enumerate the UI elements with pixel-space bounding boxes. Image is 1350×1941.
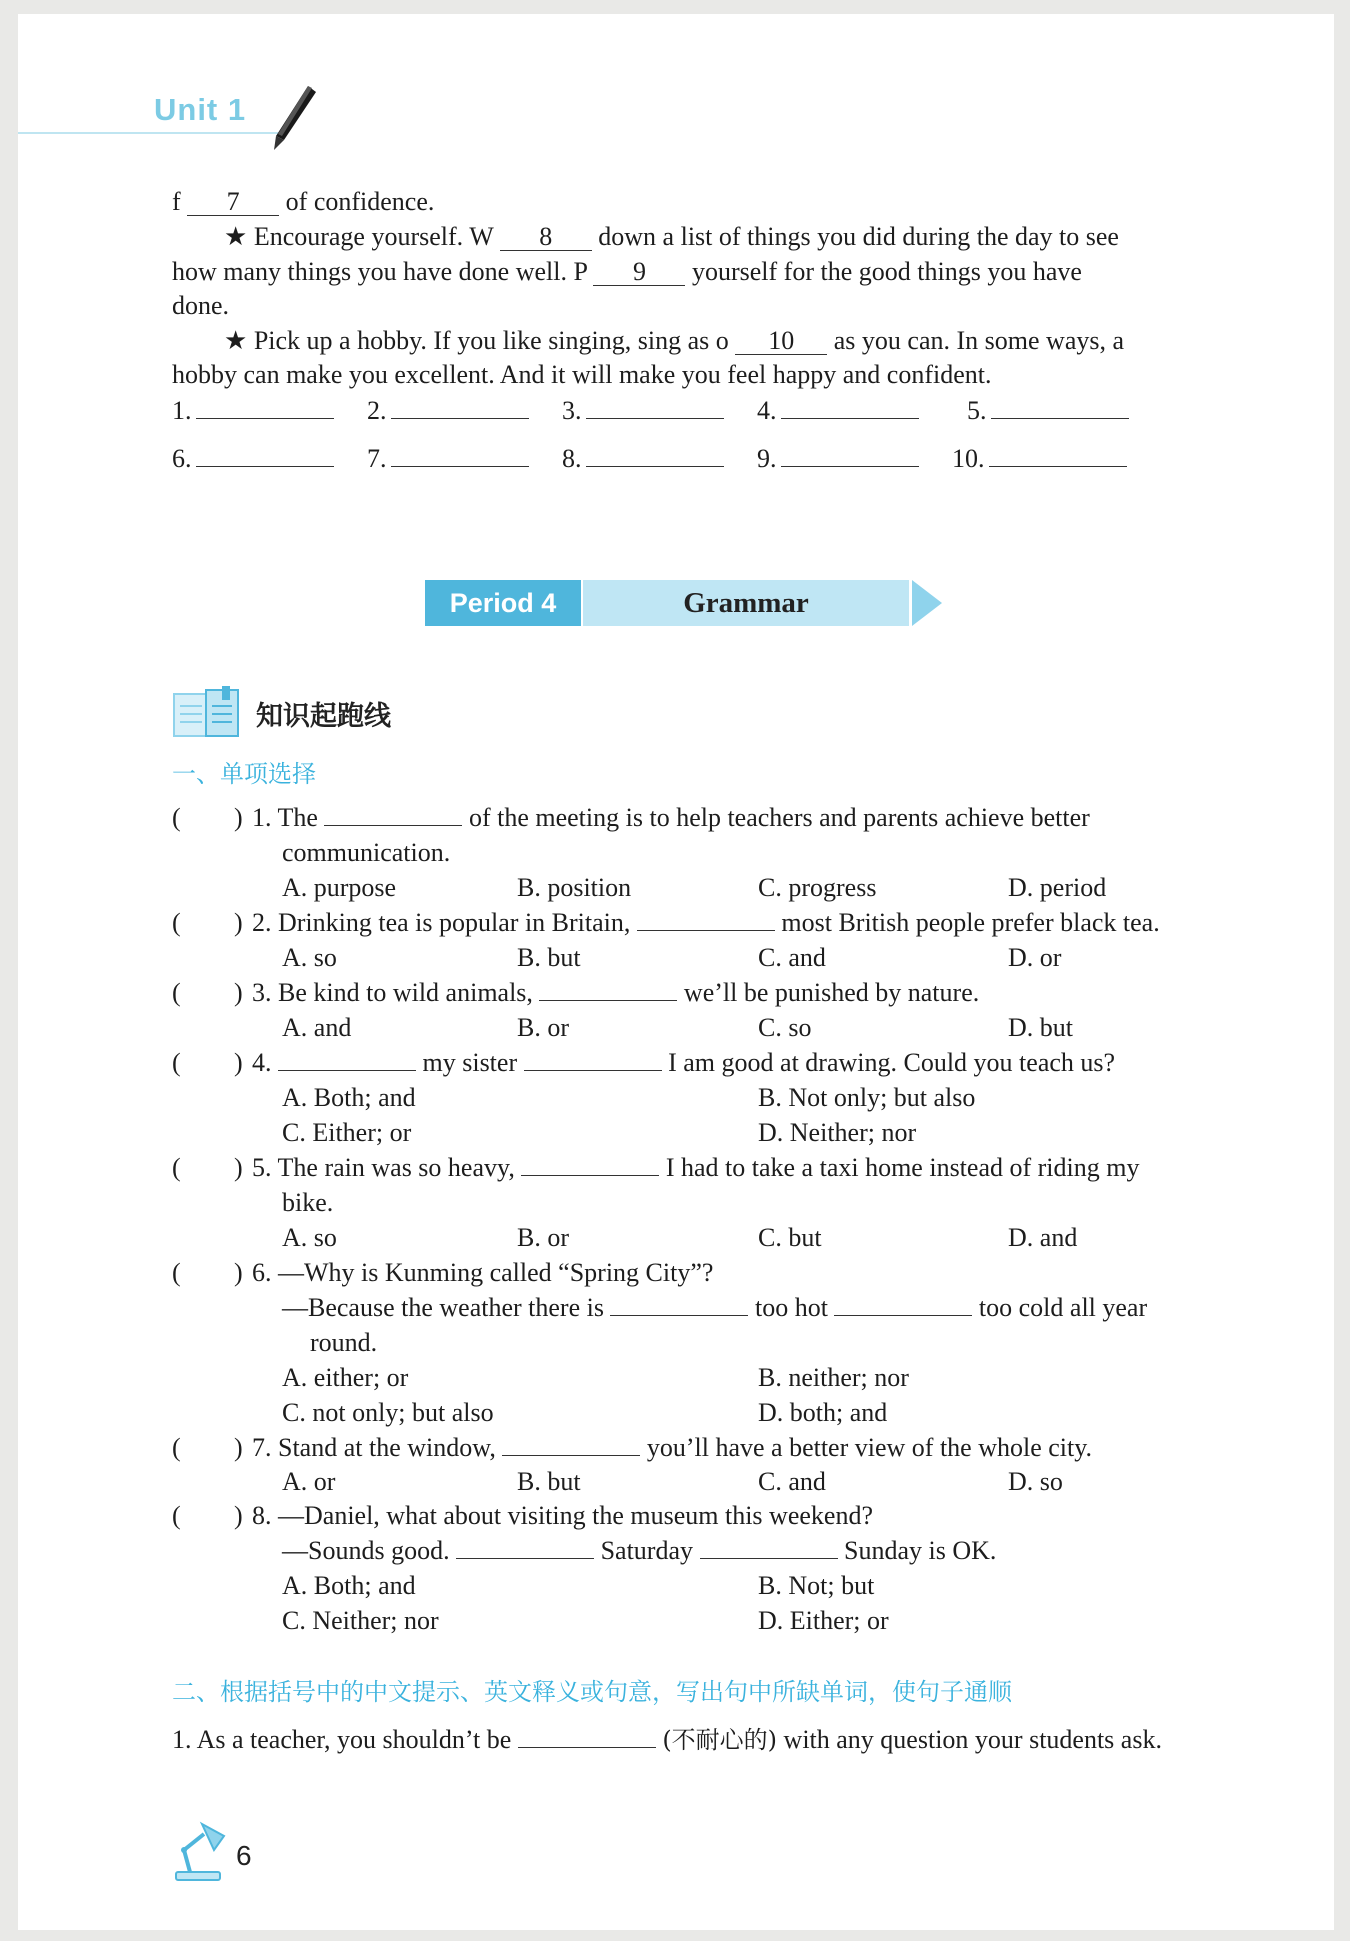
option-a[interactable]: A. Both; and bbox=[282, 1083, 416, 1112]
unit-title: Unit 1 bbox=[154, 92, 247, 127]
text: Pick up a hobby. If you like singing, sing as o bbox=[253, 326, 729, 355]
question-number: 5. bbox=[252, 1153, 272, 1182]
option-a[interactable]: A. and bbox=[282, 1013, 352, 1042]
text: my sister bbox=[422, 1048, 518, 1077]
answer-line[interactable] bbox=[991, 394, 1129, 419]
answer-paren-open[interactable]: ( bbox=[172, 978, 181, 1007]
option-b[interactable]: B. or bbox=[517, 1223, 569, 1252]
question-number: 1. bbox=[252, 803, 272, 832]
text: of the meeting is to help teachers and parents achieve better bbox=[468, 803, 1090, 832]
option-a[interactable]: A. or bbox=[282, 1467, 336, 1496]
text: with any question your students ask. bbox=[783, 1725, 1162, 1754]
blank bbox=[539, 1000, 677, 1001]
option-d[interactable]: D. both; and bbox=[758, 1398, 888, 1427]
arrow-right-icon bbox=[912, 580, 948, 626]
option-b[interactable]: B. but bbox=[517, 1467, 581, 1496]
blank bbox=[524, 1070, 662, 1071]
answer-label: 6. bbox=[172, 444, 192, 473]
text: done. bbox=[172, 291, 230, 320]
text: how many things you have done well. P bbox=[172, 257, 587, 286]
answer-line[interactable] bbox=[781, 442, 919, 467]
part2-heading: 二、根据括号中的中文提示、英文释义或句意，写出句中所缺单词，使句子通顺 bbox=[172, 1678, 1012, 1706]
answer-line[interactable] bbox=[391, 442, 529, 467]
text: I had to take a taxi home instead of riding my bbox=[665, 1153, 1140, 1182]
option-b[interactable]: B. neither; nor bbox=[758, 1363, 909, 1392]
question-line bbox=[282, 1536, 996, 1566]
answer-line[interactable] bbox=[196, 442, 334, 467]
text: too hot bbox=[754, 1293, 828, 1322]
answer-slot[interactable] bbox=[757, 442, 919, 474]
text: f bbox=[172, 187, 181, 216]
option-c[interactable]: C. so bbox=[758, 1013, 812, 1042]
option-d[interactable]: D. and bbox=[1008, 1223, 1078, 1252]
answer-label: 9. bbox=[757, 444, 777, 473]
option-d[interactable]: D. but bbox=[1008, 1013, 1073, 1042]
answer-label: 2. bbox=[367, 396, 387, 425]
blank bbox=[278, 1070, 416, 1071]
section-title: 知识起跑线 bbox=[256, 701, 391, 732]
text: The bbox=[277, 803, 318, 832]
part2-question-1 bbox=[172, 1720, 1162, 1755]
passage-line bbox=[224, 219, 1119, 254]
option-d[interactable]: D. or bbox=[1008, 943, 1062, 972]
option-d[interactable]: D. period bbox=[1008, 873, 1107, 902]
question-continuation: communication. bbox=[282, 838, 451, 867]
answer-slot[interactable] bbox=[562, 442, 724, 474]
answer-paren-open[interactable]: ( bbox=[172, 1433, 181, 1462]
option-c[interactable]: C. not only; but also bbox=[282, 1398, 494, 1427]
answer-paren-close: ) bbox=[234, 1258, 243, 1287]
option-a[interactable]: A. so bbox=[282, 1223, 337, 1252]
answer-slot[interactable] bbox=[952, 442, 1127, 474]
answer-paren-open[interactable]: ( bbox=[172, 908, 181, 937]
option-c[interactable]: C. but bbox=[758, 1223, 822, 1252]
answer-paren-open[interactable]: ( bbox=[172, 1048, 181, 1077]
answer-slot[interactable] bbox=[562, 394, 724, 426]
answer-line[interactable] bbox=[989, 442, 1127, 467]
answer-line[interactable] bbox=[586, 394, 724, 419]
passage-line bbox=[172, 184, 434, 219]
numbered-blank: 7 bbox=[187, 189, 279, 216]
option-b[interactable]: B. Not; but bbox=[758, 1571, 875, 1600]
text: hobby can make you excellent. And it will make you feel happy and confident. bbox=[172, 360, 992, 389]
blank bbox=[502, 1455, 640, 1456]
answer-paren-close: ) bbox=[234, 1048, 243, 1077]
option-b[interactable]: B. Not only; but also bbox=[758, 1083, 976, 1112]
option-a[interactable]: A. purpose bbox=[282, 873, 397, 902]
text: as you can. In some ways, a bbox=[833, 326, 1125, 355]
answer-label: 3. bbox=[562, 396, 582, 425]
pen-icon bbox=[264, 82, 324, 154]
question-number: 7. bbox=[252, 1433, 272, 1462]
numbered-blank: 9 bbox=[593, 259, 685, 286]
star-icon: ★ bbox=[224, 222, 248, 251]
numbered-blank: 8 bbox=[500, 224, 592, 251]
answer-paren-close: ) bbox=[234, 908, 243, 937]
text: most British people prefer black tea. bbox=[781, 908, 1160, 937]
answer-label: 8. bbox=[562, 444, 582, 473]
question-continuation: bike. bbox=[282, 1188, 334, 1217]
text: you’ll have a better view of the whole city. bbox=[646, 1433, 1093, 1462]
question-number: 2. bbox=[252, 908, 272, 937]
option-d[interactable]: D. Neither; nor bbox=[758, 1118, 917, 1147]
answer-label: 10. bbox=[952, 444, 985, 473]
part1-heading: 一、单项选择 bbox=[172, 760, 316, 788]
question-line bbox=[282, 1293, 1147, 1323]
passage-line bbox=[172, 357, 991, 392]
hint: (不耐心的) bbox=[662, 1726, 778, 1754]
period-tag: Period 4 bbox=[425, 580, 581, 626]
passage-line bbox=[172, 254, 1082, 289]
answer-paren-close: ) bbox=[234, 978, 243, 1007]
answer-slot[interactable] bbox=[367, 394, 529, 426]
text: —Daniel, what about visiting the museum this weekend? bbox=[278, 1501, 873, 1530]
text: Sunday is OK. bbox=[844, 1536, 997, 1565]
text: —Why is Kunming called “Spring City”? bbox=[278, 1258, 714, 1287]
blank bbox=[610, 1315, 748, 1316]
answer-slot[interactable] bbox=[367, 442, 529, 474]
text: Drinking tea is popular in Britain, bbox=[278, 908, 631, 937]
book-icon bbox=[172, 686, 242, 738]
text: Saturday bbox=[600, 1536, 693, 1565]
question-number: 1. bbox=[172, 1725, 192, 1754]
question-number: 4. bbox=[252, 1048, 272, 1077]
answer-paren-close: ) bbox=[234, 1501, 243, 1530]
answer-paren-close: ) bbox=[234, 1433, 243, 1462]
answer-paren-open[interactable]: ( bbox=[172, 1501, 181, 1530]
answer-line[interactable] bbox=[781, 394, 919, 419]
answer-paren-close: ) bbox=[234, 803, 243, 832]
text: too cold all year bbox=[978, 1293, 1148, 1322]
answer-line[interactable] bbox=[196, 394, 334, 419]
answer-slot[interactable] bbox=[967, 394, 1129, 426]
numbered-blank: 10 bbox=[735, 328, 827, 355]
option-c[interactable]: C. and bbox=[758, 943, 826, 972]
star-icon: ★ bbox=[224, 326, 248, 355]
blank bbox=[456, 1558, 594, 1559]
passage-line bbox=[224, 323, 1124, 358]
option-b[interactable]: B. but bbox=[517, 943, 581, 972]
option-d[interactable]: D. so bbox=[1008, 1467, 1063, 1496]
answer-line[interactable] bbox=[586, 442, 724, 467]
answer-line[interactable] bbox=[391, 394, 529, 419]
question-number: 3. bbox=[252, 978, 272, 1007]
answer-paren-open[interactable]: ( bbox=[172, 1153, 181, 1182]
text: As a teacher, you shouldn’t be bbox=[196, 1725, 512, 1754]
text: —Because the weather there is bbox=[282, 1293, 604, 1322]
answer-label: 4. bbox=[757, 396, 777, 425]
blank bbox=[637, 930, 775, 931]
text: of confidence. bbox=[285, 187, 435, 216]
desk-lamp-icon bbox=[172, 1820, 234, 1882]
text: The rain was so heavy, bbox=[277, 1153, 515, 1182]
option-d[interactable]: D. Either; or bbox=[758, 1606, 889, 1635]
option-c[interactable]: C. and bbox=[758, 1467, 826, 1496]
question-number: 8. bbox=[252, 1501, 272, 1530]
passage-line bbox=[172, 288, 229, 323]
option-a[interactable]: A. either; or bbox=[282, 1363, 409, 1392]
option-b[interactable]: B. position bbox=[517, 873, 632, 902]
answer-label: 7. bbox=[367, 444, 387, 473]
blank[interactable] bbox=[518, 1747, 656, 1748]
option-a[interactable]: A. Both; and bbox=[282, 1571, 416, 1600]
period-banner bbox=[425, 580, 945, 630]
text: —Sounds good. bbox=[282, 1536, 450, 1565]
period-title: Grammar bbox=[583, 580, 909, 626]
answer-paren-open[interactable]: ( bbox=[172, 1258, 181, 1287]
text: I am good at drawing. Could you teach us? bbox=[668, 1048, 1116, 1077]
answer-label: 5. bbox=[967, 396, 987, 425]
unit-header bbox=[154, 76, 354, 156]
text: Be kind to wild animals, bbox=[278, 978, 533, 1007]
text: Encourage yourself. W bbox=[253, 222, 494, 251]
blank bbox=[324, 825, 462, 826]
answer-slot[interactable] bbox=[757, 394, 919, 426]
option-c[interactable]: C. Either; or bbox=[282, 1118, 412, 1147]
text: down a list of things you did during the day to see bbox=[598, 222, 1119, 251]
answer-slot[interactable] bbox=[172, 394, 334, 426]
blank bbox=[700, 1558, 838, 1559]
blank bbox=[834, 1315, 972, 1316]
option-c[interactable]: C. progress bbox=[758, 873, 877, 902]
text: we’ll be punished by nature. bbox=[683, 978, 980, 1007]
question-continuation: round. bbox=[310, 1328, 378, 1357]
question-number: 6. bbox=[252, 1258, 272, 1287]
answer-label: 1. bbox=[172, 396, 192, 425]
answer-paren-open[interactable]: ( bbox=[172, 803, 181, 832]
option-c[interactable]: C. Neither; nor bbox=[282, 1606, 439, 1635]
text: yourself for the good things you have bbox=[691, 257, 1082, 286]
header-rule bbox=[18, 132, 278, 134]
option-a[interactable]: A. so bbox=[282, 943, 337, 972]
text: Stand at the window, bbox=[278, 1433, 496, 1462]
blank bbox=[521, 1175, 659, 1176]
answer-paren-close: ) bbox=[234, 1153, 243, 1182]
option-b[interactable]: B. or bbox=[517, 1013, 569, 1042]
page-number: 6 bbox=[236, 1840, 252, 1871]
answer-slot[interactable] bbox=[172, 442, 334, 474]
